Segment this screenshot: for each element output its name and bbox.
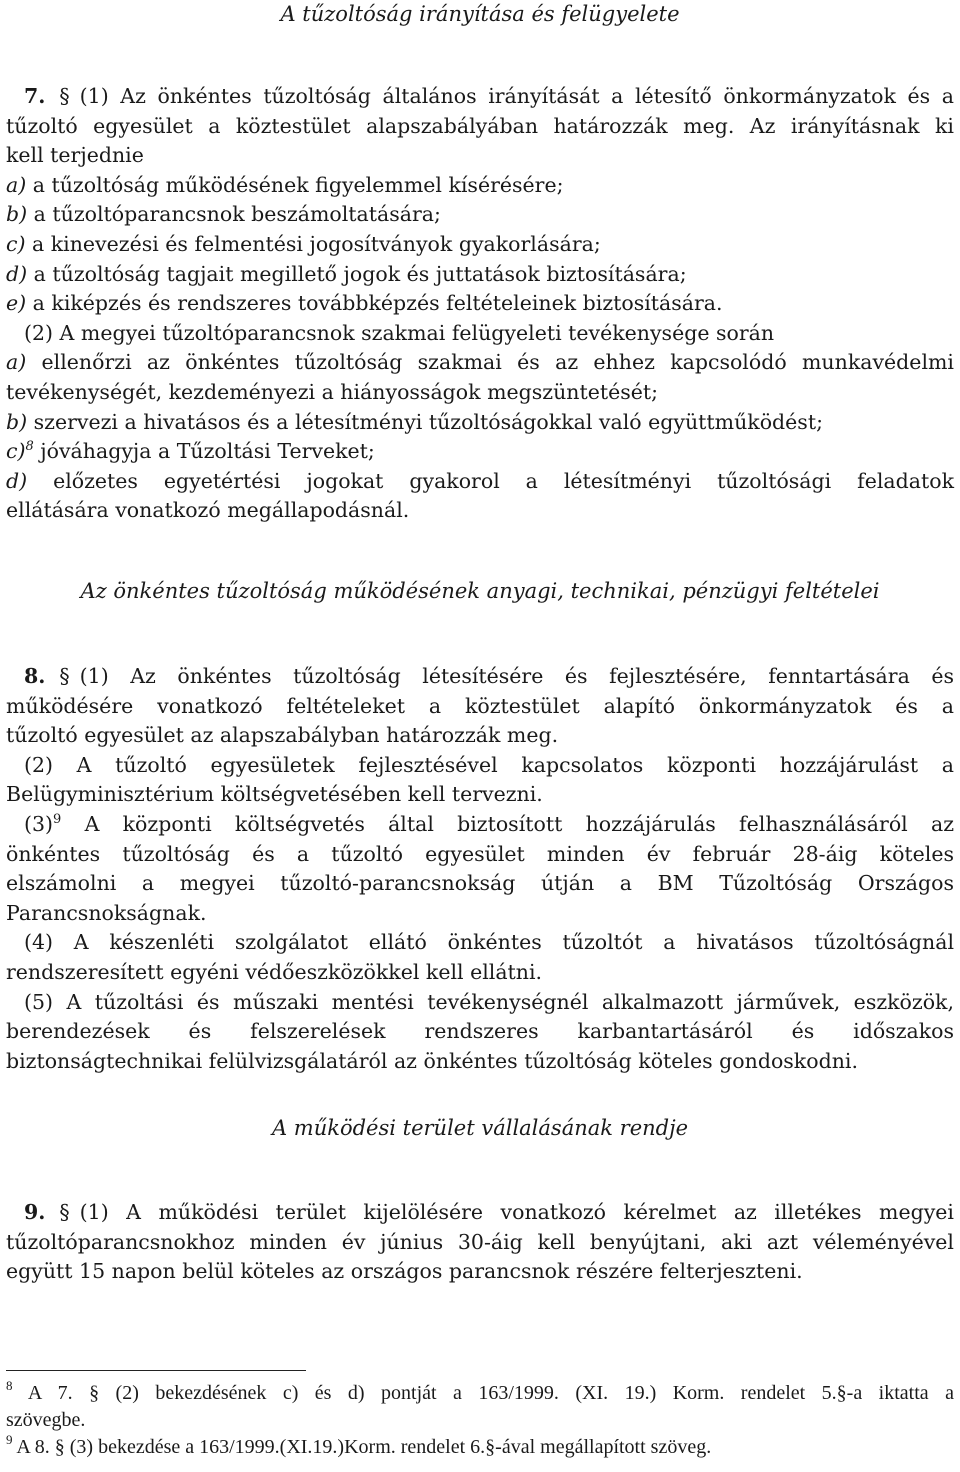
footnotes xyxy=(6,1380,954,1461)
section-number: 9. xyxy=(24,1200,46,1224)
s8-p2-line-2: Belügyminisztérium költségvetésében kell tervezni. xyxy=(6,782,543,807)
s9-line-3: együtt 15 napon belül köteles az országos parancsnok részére felterjeszteni. xyxy=(6,1259,803,1284)
s7-para-2-intro: (2) A megyei tűzoltóparancsnok szakmai felügyeleti tevékenysége során xyxy=(24,320,775,345)
s7-p2-b: b) szervezi a hivatásos és a létesítményi tűzoltóságokkal való együttműködést; xyxy=(6,409,823,434)
s8-p2-line-1: (2) A tűzoltó egyesületek fejlesztésével kapcsolatos központi hozzájárulást a xyxy=(24,752,954,777)
heading-oversight: A tűzoltóság irányítása és felügyelete xyxy=(280,2,680,26)
s7-p2-a-line-1: a) ellenőrzi az önkéntes tűzoltóság szakmai és az ehhez kapcsolódó munkavédelmi xyxy=(6,350,954,375)
footnote-separator xyxy=(6,1370,306,1371)
s8-p3-line-1: $(3)^9$ A központi költségvetés által biztosított hozzájárulás felhasználásáról az xyxy=(24,811,954,836)
s8-p1-line-2: működésére vonatkozó feltételeket a köztestület alapító önkormányzatok és a xyxy=(6,693,954,718)
s7-line-2: tűzoltó egyesület a köztestület alapszabályában határozzák meg. Az irányításnak ki xyxy=(6,113,954,138)
footnote-8-line-1: $^8$ A 7. § (2) bekezdésének c) és d) pontját a 163/1999. (XI. 19.) Korm. rendelet 5.§-a iktatta a xyxy=(6,1378,954,1404)
s8-p1-line-3: tűzoltó egyesület az alapszabályban határozzák meg. xyxy=(6,723,559,748)
s9-line-2: tűzoltóparancsnokhoz minden év június 30-áig kell benyújtani, aki azt véleményével xyxy=(6,1229,954,1254)
s8-p5-line-3: biztonságtechnikai felülvizsgálatáról az önkéntes tűzoltóság köteles gondoskodni. xyxy=(6,1048,858,1073)
footnote-ref-8[interactable]: 8 xyxy=(25,439,34,455)
section-9 xyxy=(6,1198,954,1287)
s7-line-3: kell terjednie xyxy=(6,143,144,168)
footnote-9: $^9$ A 8. § (3) bekezdése a 163/1999.(XI.19.)Korm. rendelet 6.§-ával megállapított szöveg. xyxy=(6,1432,712,1458)
heading-financial-conditions: Az önkéntes tűzoltóság működésének anyagi, technikai, pénzügyi feltételei xyxy=(80,579,880,603)
section-7 xyxy=(6,82,954,526)
section-number: 8. xyxy=(24,664,46,688)
s9-line-1: 9. § (1) A működési terület kijelölésére vonatkozó kérelmet az illetékes megyei xyxy=(24,1200,954,1224)
s8-line-1: 8. § (1) Az önkéntes tűzoltóság létesítésére és fejlesztésére, fenntartására és xyxy=(24,664,954,688)
s8-p4-line-2: rendszeresített egyéni védőeszközökkel kell ellátni. xyxy=(6,959,543,984)
footnote-ref-9[interactable]: 9 xyxy=(53,811,62,827)
s8-p5-line-1: (5) A tűzoltási és műszaki mentési tevékenységnél alkalmazott járművek, eszközök, xyxy=(24,989,954,1014)
s7-p2-a-line-2: tevékenységét, kezdeményezi a hiányosságok megszüntetését; xyxy=(6,379,659,404)
s7-item-c: c) a kinevezési és felmentési jogosítványok gyakorlására; xyxy=(6,231,601,256)
section-symbol: § xyxy=(59,84,70,108)
s7-item-e: e) a kiképzés és rendszeres továbbképzés feltételeinek biztosítására. xyxy=(6,291,723,316)
s7-p2-c: c)$^8$ jóváhagyja a Tűzoltási Terveket; xyxy=(6,439,375,464)
footnote-9-number: 9 xyxy=(6,1432,13,1447)
s8-p3-line-2: önkéntes tűzoltóság és a tűzoltó egyesület minden év február 28-áig köteles xyxy=(6,841,954,866)
section-symbol: § xyxy=(59,664,70,688)
footnote-8-number: 8 xyxy=(6,1378,13,1393)
s8-p5-line-2: berendezések és felszerelések rendszeres karbantartásáról és időszakos xyxy=(6,1019,954,1044)
s7-item-a: a) a tűzoltóság működésének figyelemmel kísérésére; xyxy=(6,172,564,197)
s8-p3-line-3: elszámolni a megyei tűzoltó-parancsnokság útján a BM Tűzoltóság Országos xyxy=(6,871,954,896)
s7-p2-d-line-1: d) előzetes egyetértési jogokat gyakorol a létesítményi tűzoltósági feladatok xyxy=(6,468,954,493)
section-number: 7. xyxy=(24,84,46,108)
footnote-8-line-2: szövegbe. xyxy=(6,1409,86,1431)
s7-p2-d-line-2: ellátására vonatkozó megállapodásnál. xyxy=(6,498,410,523)
section-symbol: § xyxy=(59,1200,70,1224)
s7-line-1: 7. § (1) Az önkéntes tűzoltóság általános irányítását a létesítő önkormányzatok és a xyxy=(24,84,954,108)
s8-p4-line-1: (4) A készenléti szolgálatot ellátó önkéntes tűzoltót a hivatásos tűzoltóságnál xyxy=(24,930,954,955)
s7-item-d: d) a tűzoltóság tagjait megillető jogok és juttatások biztosítására; xyxy=(6,261,687,286)
s7-item-b: b) a tűzoltóparancsnok beszámoltatására; xyxy=(6,202,441,227)
s8-p3-line-4: Parancsnokságnak. xyxy=(6,900,207,925)
section-8 xyxy=(6,662,954,1076)
heading-operating-area: A működési terület vállalásának rendje xyxy=(271,1116,689,1140)
